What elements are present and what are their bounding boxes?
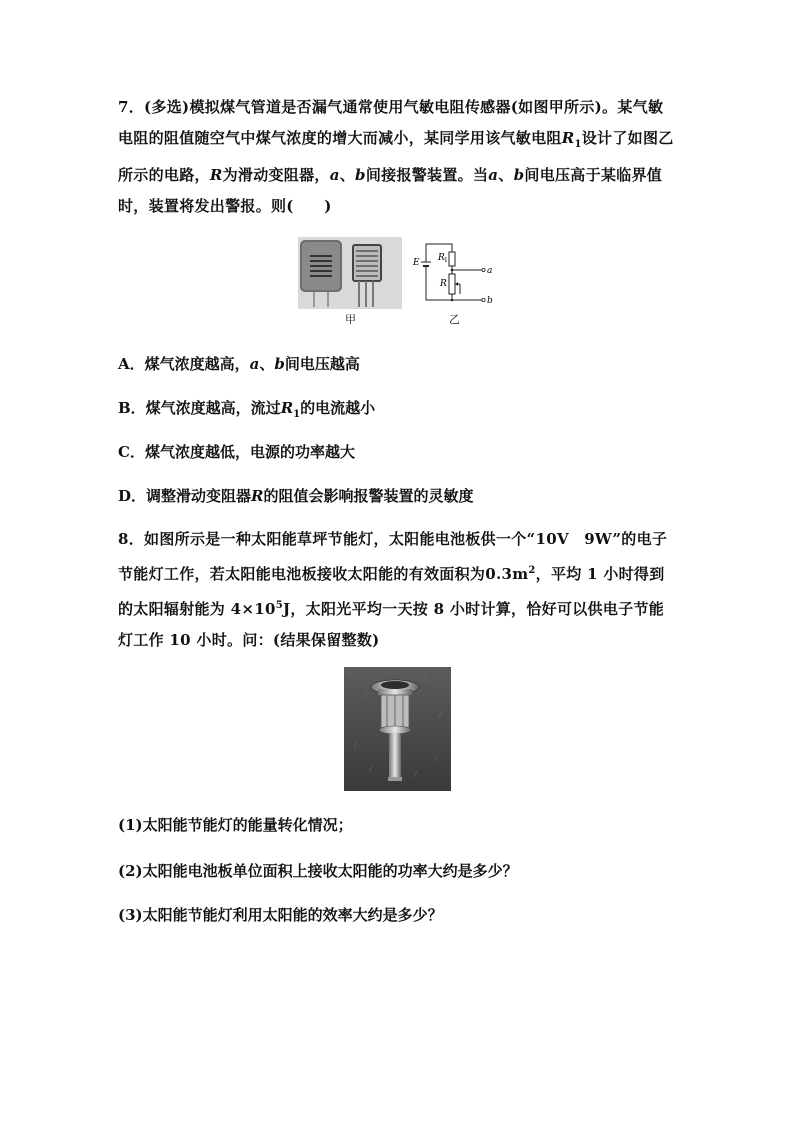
solar-lamp-image	[344, 667, 451, 791]
question-number: 8．	[118, 530, 145, 548]
question-text: ，平均 1 小时得到的太阳辐射能为 4×10	[118, 565, 665, 618]
option-d	[118, 486, 474, 506]
figure-caption-yi: 乙	[449, 313, 460, 326]
subquestion-2: (2)太阳能电池板单位面积上接收太阳能的功率大约是多少？	[118, 862, 518, 880]
superscript: 2	[528, 565, 536, 576]
label-e: E	[413, 258, 420, 268]
option-c: C．煤气浓度越低，电源的功率越大	[118, 443, 355, 461]
separator: 、	[339, 166, 356, 184]
label-r1-subscript: 1	[444, 257, 448, 264]
figure-caption-jia: 甲	[345, 313, 356, 326]
symbol-b: b	[355, 166, 366, 184]
symbol-r: R	[251, 487, 264, 505]
label-b: b	[487, 296, 493, 306]
symbol-a: a	[329, 166, 340, 184]
separator: 、	[259, 355, 275, 373]
option-b	[118, 398, 375, 425]
option-text: 间电压越高	[284, 355, 360, 373]
option-text: A．煤气浓度越高，	[118, 355, 250, 373]
symbol-r1-subscript: 1	[574, 139, 582, 150]
symbol-b: b	[274, 355, 285, 373]
option-a	[118, 354, 360, 374]
question-number: 7．	[118, 98, 145, 116]
circuit-svg	[408, 238, 504, 310]
symbol-b: b	[513, 166, 525, 184]
question-8	[118, 524, 678, 656]
option-text: 的阻值会影响报警装置的灵敏度	[263, 487, 474, 505]
question-text: 为滑动变阻器，	[222, 166, 330, 184]
question-tag: (多选)	[144, 98, 190, 116]
circuit-diagram	[408, 238, 504, 310]
gas-sensor-image	[298, 237, 402, 309]
symbol-r1: R	[561, 129, 575, 147]
question-text: 设计了如图乙所示的电路，	[118, 129, 674, 184]
question-text: 模拟煤气管道是否漏气通常使用气敏电阻传感器(如图甲所示)。某气敏电阻的阻值随空气中煤气浓度的增大而减小，某同学用该气敏电阻	[118, 98, 664, 147]
separator: 、	[498, 166, 514, 184]
label-a: a	[487, 266, 493, 276]
option-text: 的电流越小	[300, 399, 376, 417]
label-r1: R	[438, 253, 445, 263]
option-text: D．调整滑动变阻器	[118, 487, 252, 505]
symbol-a: a	[488, 166, 499, 184]
solar-lamp-photo	[344, 667, 451, 791]
symbol-subscript: 1	[293, 409, 301, 420]
subquestion-1: (1)太阳能节能灯的能量转化情况；	[118, 816, 353, 834]
superscript: 5	[275, 600, 283, 611]
label-r: R	[440, 279, 447, 289]
symbol-r: R	[280, 399, 294, 417]
question-text: 如图所示是一种太阳能草坪节能灯，太阳能电池板供一个“10V 9W”的电子节能灯工作，若太阳能电池板接收太阳能的有效面积为0.3m	[118, 530, 668, 583]
question-7	[118, 92, 678, 222]
question-text: 间电压高于某临界值时，装置将发出警报。则( )	[118, 166, 663, 215]
question-text: 间接报警装置。当	[365, 166, 489, 184]
option-text: B．煤气浓度越高，流过	[118, 399, 281, 417]
question-text: J，太阳光平均一天按 8 小时计算，恰好可以供电子节能灯工作 10 小时。问：(结果保留整数)	[118, 600, 665, 649]
symbol-a: a	[249, 355, 260, 373]
symbol-r: R	[209, 166, 223, 184]
subquestion-3: (3)太阳能节能灯利用太阳能的效率大约是多少？	[118, 906, 443, 924]
gas-sensor-photo	[298, 237, 402, 309]
